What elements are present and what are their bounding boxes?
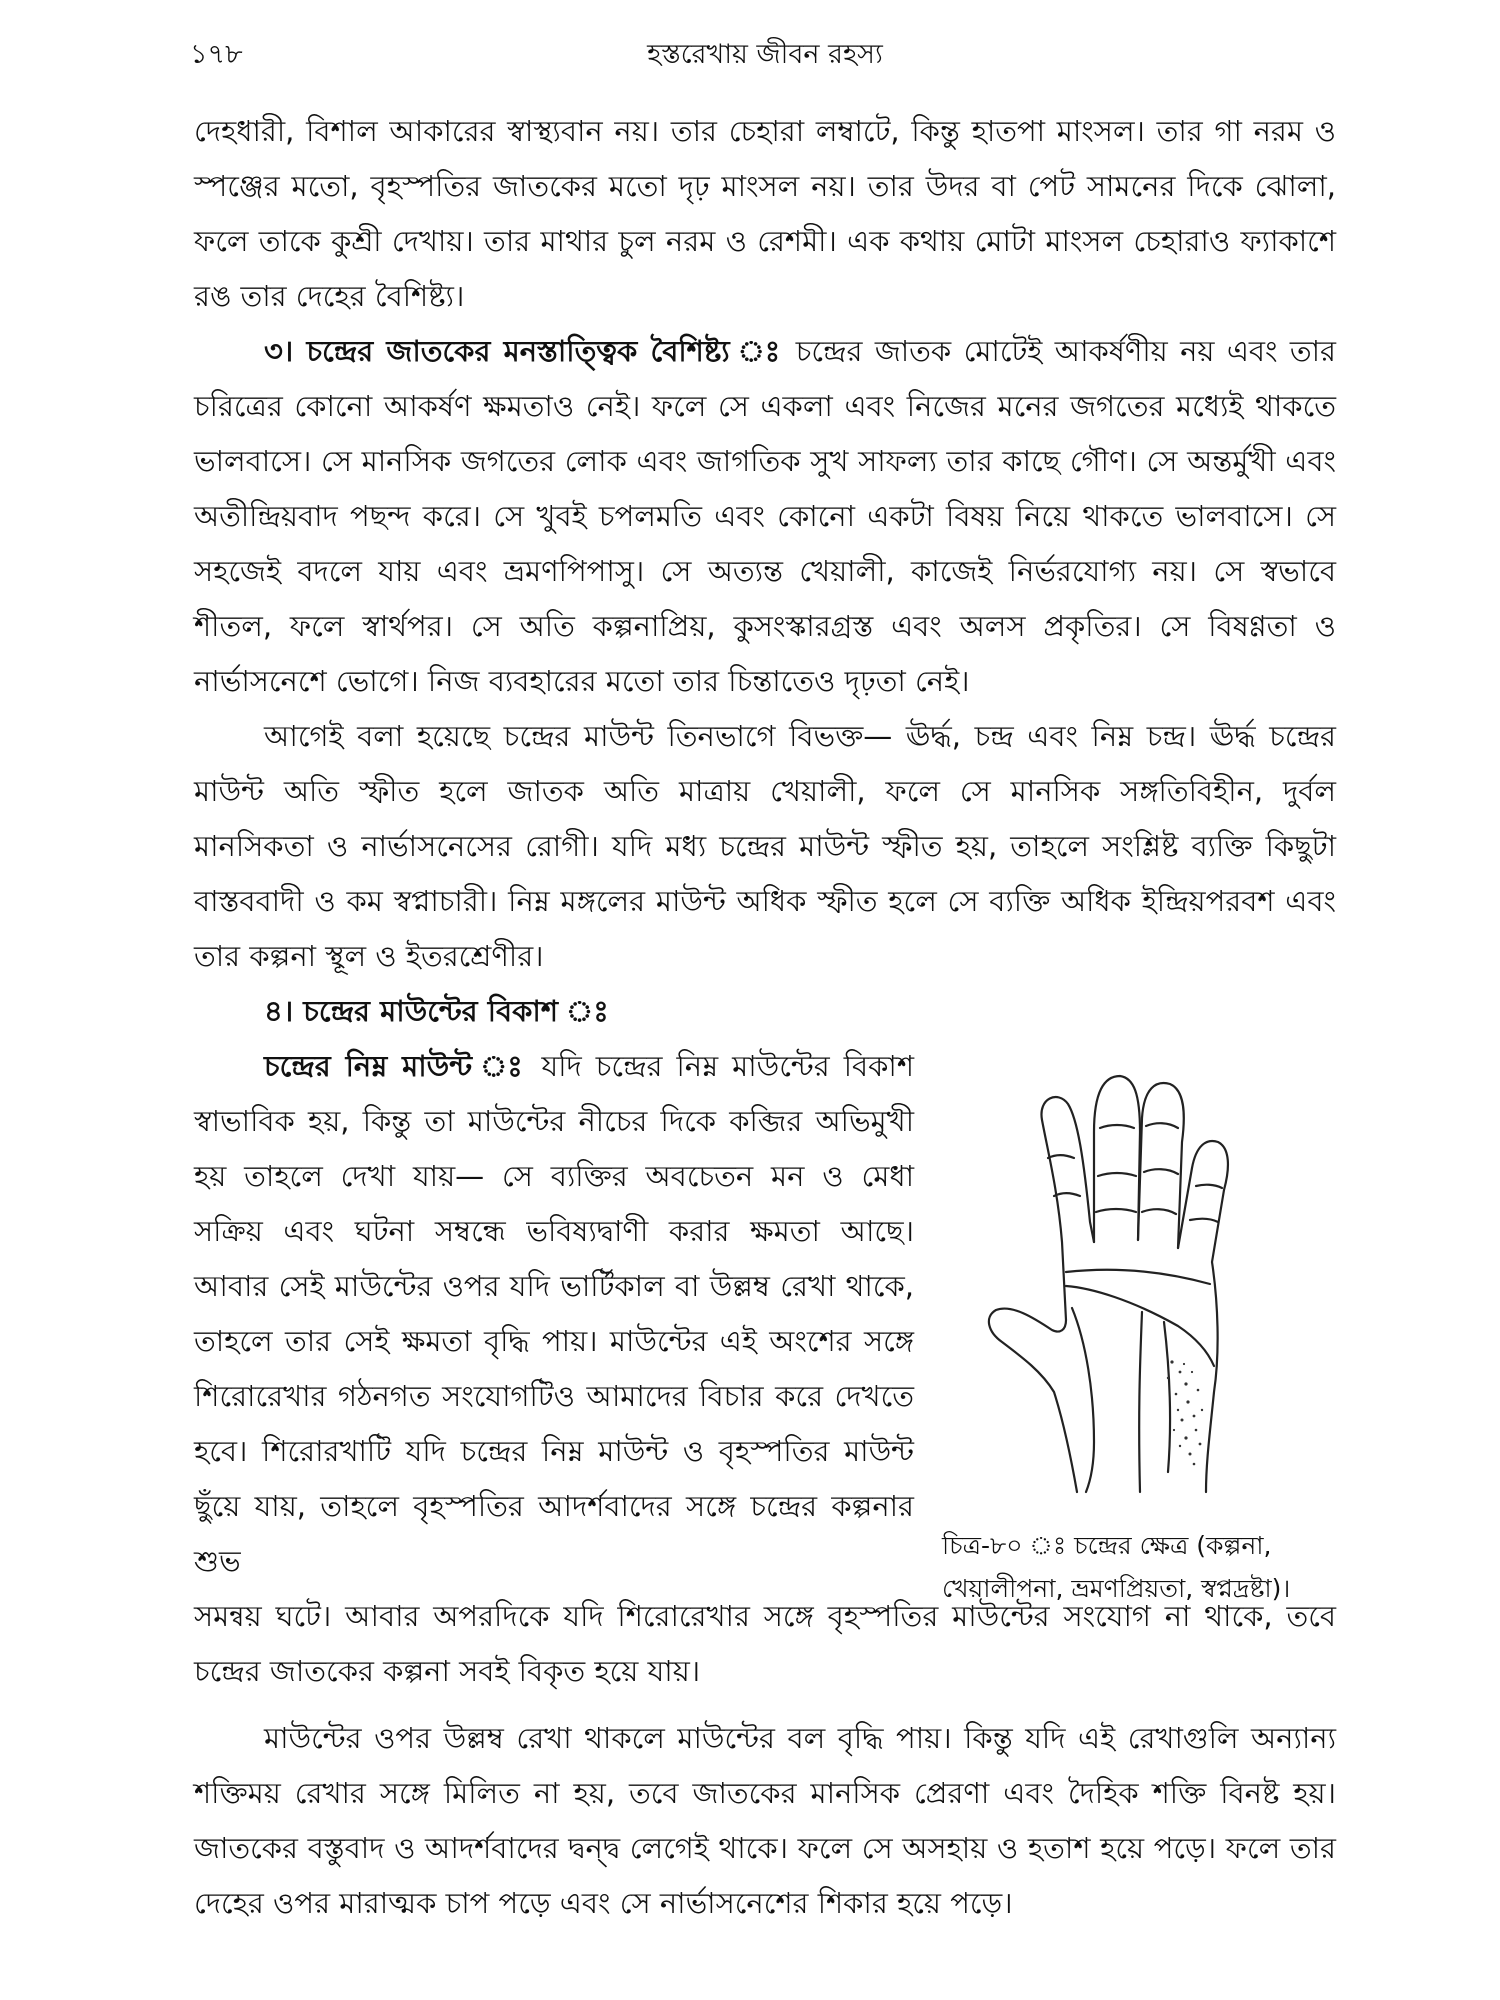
lower-mount-heading: চন্দ্রের নিম্ন মাউন্ট ঃ <box>264 1049 528 1083</box>
paragraph-5-text: যদি চন্দ্রের নিম্ন মাউন্টের বিকাশ স্বাভাবিক হয়, কিন্তু তা মাউন্টের নীচের দিকে কব্জির অভিমুখী হয় তাহলে দেখা যায়— সে ব্যক্তির অবচেতন মন ও মেধা সক্রিয় এবং ঘটনা সম্বন্ধে ভবিষ্যদ্বাণী করার ক্ষমতা আছে। আবার সেই মাউন্টের ওপর যদি ভার্টিকাল বা উল্লম্ব রেখা থাকে, তাহলে তার সেই ক্ষমতা বৃদ্ধি পায়। মাউন্টের এই অংশের সঙ্গে শিরোরেখার গঠনগত সংযোগটিও আমাদের বিচার করে দেখতে হবে। শিরোরখাটি যদি চন্দ্রের নিম্ন মাউন্ট ও বৃহস্পতির মাউন্ট ছুঁয়ে যায়, তাহলে বৃহস্পতির আদর্শবাদের সঙ্গে চন্দ্রের কল্পনার শুভ <box>194 1049 914 1578</box>
running-title: হস্তরেখায় জীবন রহস্য <box>647 39 883 70</box>
section-4-heading: ৪। চন্দ্রের মাউন্টের বিকাশ ঃ <box>264 994 609 1028</box>
paragraph-2-text: চন্দ্রের জাতক মোটেই আকর্ষণীয় নয় এবং তার চরিত্রের কোনো আকর্ষণ ক্ষমতাও নেই। ফলে সে একলা এবং নিজের মনের জগতের মধ্যেই থাকতে ভালবাসে। সে মানসিক জগতের লোক এবং জাগতিক সুখ সাফল্য তার কাছে গৌণ। সে অন্তর্মুখী এবং অতীন্দ্রিয়বাদ পছন্দ করে। সে খুবই চপলমতি এবং কোনো একটা বিষয় নিয়ে থাকতে ভালবাসে। সে সহজেই বদলে যায় এবং ভ্রমণপিপাসু। সে অত্যন্ত খেয়ালী, কাজেই নির্ভরযোগ্য নয়। সে স্বভাবে শীতল, ফলে স্বার্থপর। সে অতি কল্পনাপ্রিয়, কুসংস্কারগ্রস্ত এবং অলস প্রকৃতির। সে বিষণ্ণতা ও নার্ভাসনেশে ভোগে। নিজ ব্যবহারের মতো তার চিন্তাতেও দৃঢ়তা নেই। <box>194 334 1336 698</box>
paragraph-1: দেহধারী, বিশাল আকারের স্বাস্থ্যবান নয়। তার চেহারা লম্বাটে, কিন্তু হাতপা মাংসল। তার গা নরম ও স্পঞ্জের মতো, বৃহস্পতির জাতকের মতো দৃঢ় মাংসল নয়। তার উদর বা পেট সামনের দিকে ঝোলা, ফলে তাকে কুশ্রী দেখায়। তার মাথার চুল নরম ও রেশমী। এক কথায় মোটা মাংসল চেহারাও ফ্যাকাশে রঙ তার দেহের বৈশিষ্ট্য। <box>194 114 1336 313</box>
page-header <box>190 34 1340 78</box>
palm-figure <box>942 1072 1342 1608</box>
paragraph-5-continued: সমন্বয় ঘটে। আবার অপরদিকে যদি শিরোরেখার সঙ্গে বৃহস্পতির মাউন্টের সংযোগ না থাকে, তবে চন্দ্রের জাতকের কল্পনা সবই বিকৃত হয়ে যায়। <box>194 1599 1336 1688</box>
paragraph-3: আগেই বলা হয়েছে চন্দ্রের মাউন্ট তিনভাগে বিভক্ত— ঊর্দ্ধ, চন্দ্র এবং নিম্ন চন্দ্র। ঊর্দ্ধ চন্দ্রের মাউন্ট অতি স্ফীত হলে জাতক অতি মাত্রায় খেয়ালী, ফলে সে মানসিক সঙ্গতিবিহীন, দুর্বল মানসিকতা ও নার্ভাসনেসের রোগী। যদি মধ্য চন্দ্রের মাউন্ট স্ফীত হয়, তাহলে সংশ্লিষ্ট ব্যক্তি কিছুটা বাস্তববাদী ও কম স্বপ্নাচারী। নিম্ন মঙ্গলের মাউন্ট অধিক স্ফীত হলে সে ব্যক্তি অধিক ইন্দ্রিয়পরবশ এবং তার কল্পনা স্থূল ও ইতরশ্রেণীর। <box>194 719 1336 973</box>
paragraph-6: মাউন্টের ওপর উল্লম্ব রেখা থাকলে মাউন্টের বল বৃদ্ধি পায়। কিন্তু যদি এই রেখাগুলি অন্যান্য শক্তিময় রেখার সঙ্গে মিলিত না হয়, তবে জাতকের মানসিক প্রেরণা এবং দৈহিক শক্তি বিনষ্ট হয়। জাতকের বস্তুবাদ ও আদর্শবাদের দ্বন্দ্ব লেগেই থাকে। ফলে সে অসহায় ও হতাশ হয়ে পড়ে। ফলে তার দেহের ওপর মারাত্মক চাপ পড়ে এবং সে নার্ভাসনেশের শিকার হয়ে পড়ে। <box>194 1721 1336 1920</box>
wrapped-paragraph-column <box>194 1039 914 1589</box>
paragraph-5 <box>194 1039 914 1589</box>
page-number: ১৭৮ <box>190 39 243 70</box>
section-3-heading: ৩। চন্দ্রের জাতকের মনস্তাত্ত্বিক বৈশিষ্ট্য ঃ <box>264 334 784 368</box>
body-text <box>194 104 1336 1931</box>
palm-illustration <box>982 1072 1302 1502</box>
paragraph-2 <box>194 324 1336 709</box>
figure-caption: চিত্র-৮০ ঃ চন্দ্রের ক্ষেত্র (কল্পনা, খেয়ালীপনা, ভ্রমণপ্রিয়তা, স্বপ্নদ্রষ্টা)। <box>942 1531 1291 1603</box>
